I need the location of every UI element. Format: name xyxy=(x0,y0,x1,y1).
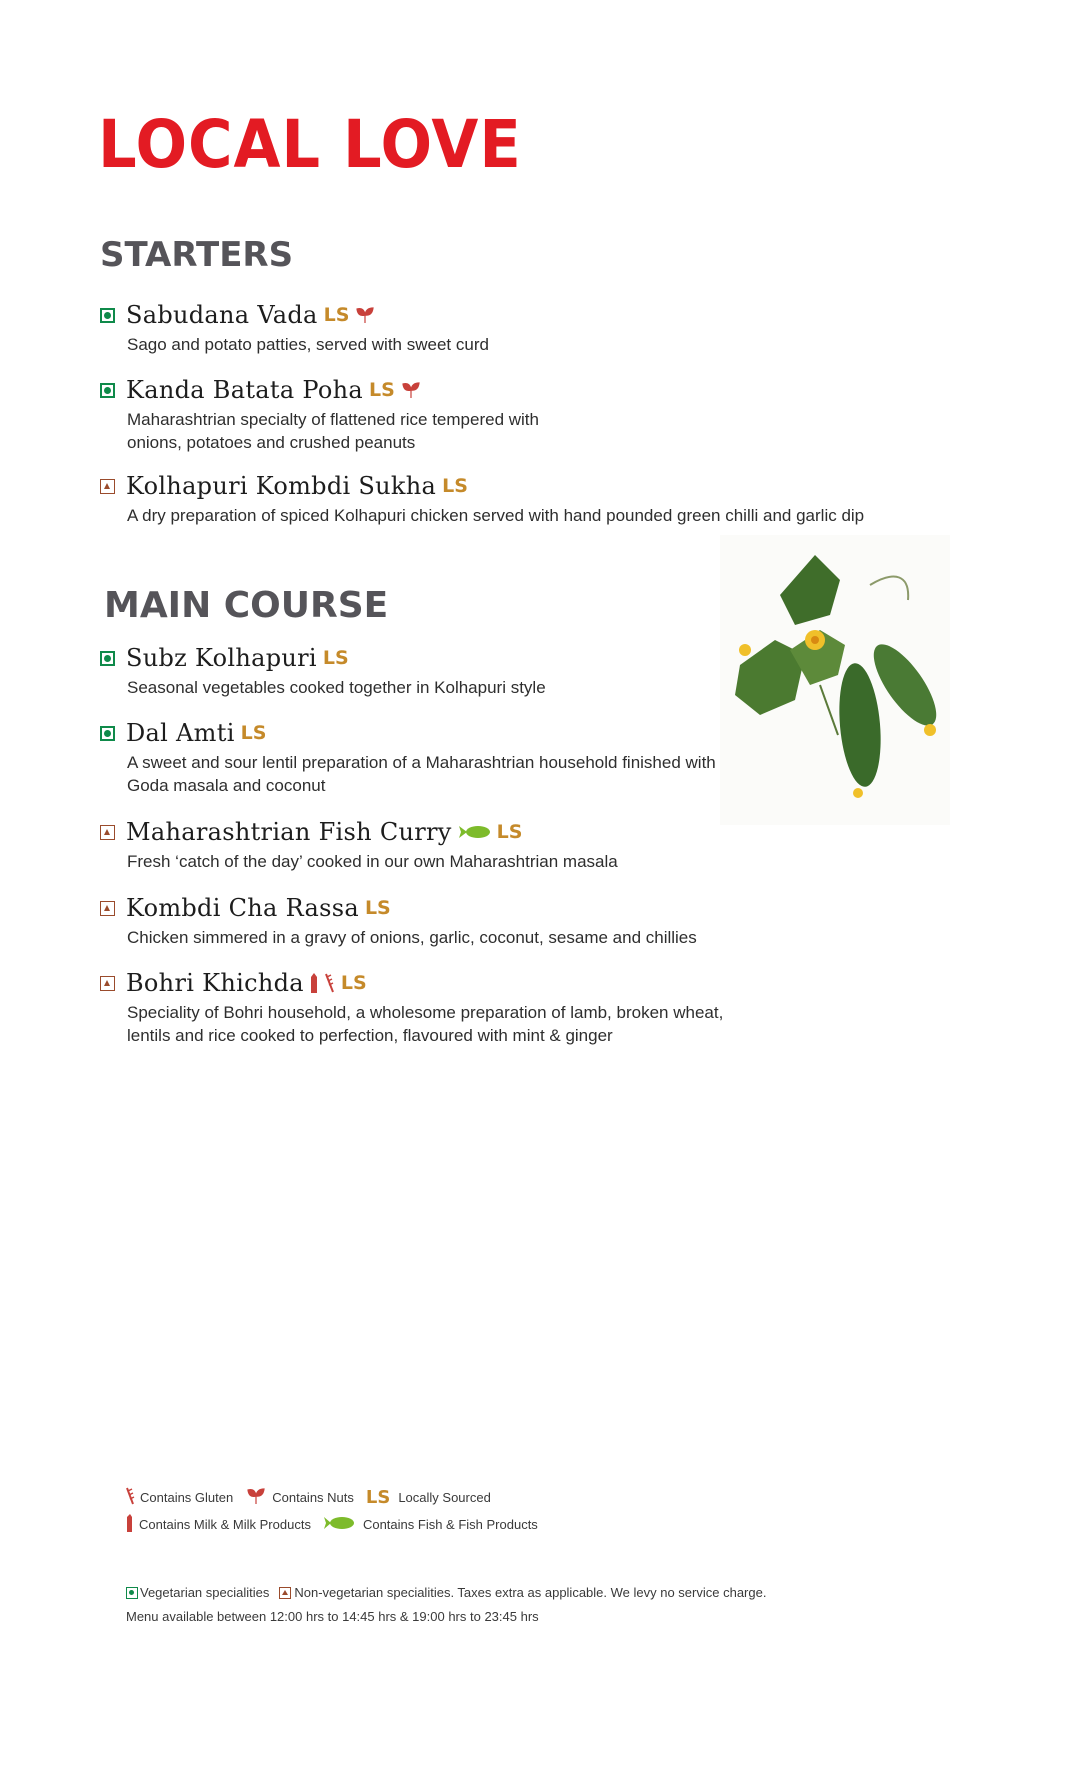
legend-gluten-label: Contains Gluten xyxy=(140,1490,234,1505)
locally-sourced-badge: LS xyxy=(322,647,349,669)
veg-marker-icon xyxy=(100,383,115,398)
locally-sourced-badge: LS xyxy=(240,722,267,744)
dish-name: Dal Amti xyxy=(126,719,235,747)
dish-name: Bohri Khichda xyxy=(126,969,304,997)
menu-item xyxy=(100,300,920,356)
veg-marker-icon xyxy=(100,726,115,741)
footer-hours-text: Menu available between 12:00 hrs to 14:45 hrs & 19:00 hrs to 23:45 hrs xyxy=(126,1609,539,1624)
dish-description: Sago and potato patties, served with sweet curd xyxy=(127,335,489,354)
legend-milk xyxy=(125,1513,311,1536)
section-heading-starters: STARTERS xyxy=(100,235,294,275)
legend-nuts-label: Contains Nuts xyxy=(272,1490,354,1505)
footer-nonveg-text: Non-vegetarian specialities. Taxes extra as applicable. We levy no service charge. xyxy=(294,1585,767,1600)
fish-icon xyxy=(323,1515,355,1534)
milk-icon xyxy=(125,1513,134,1536)
nonveg-marker-icon xyxy=(100,901,115,916)
nuts-icon xyxy=(245,1486,267,1509)
dish-description: Seasonal vegetables cooked together in Kolhapuri style xyxy=(127,678,546,697)
legend-milk-label: Contains Milk & Milk Products xyxy=(139,1517,311,1532)
locally-sourced-badge: LS xyxy=(442,475,468,497)
legend-nuts xyxy=(245,1486,354,1509)
menu-hours xyxy=(126,1609,539,1624)
dish-name: Kolhapuri Kombdi Sukha xyxy=(126,472,437,500)
gluten-icon xyxy=(324,972,335,994)
allergen-legend-row-1 xyxy=(125,1486,503,1509)
menu-item xyxy=(100,471,920,527)
menu-item xyxy=(100,817,920,873)
menu-item-header xyxy=(100,968,920,998)
legend-fish xyxy=(323,1515,538,1534)
veg-marker-icon xyxy=(100,651,115,666)
dish-name: Kanda Batata Poha xyxy=(126,376,363,404)
nonveg-marker-icon xyxy=(100,479,115,494)
locally-sourced-badge: LS xyxy=(496,821,523,843)
fish-icon xyxy=(457,824,491,840)
dish-description: Maharashtrian specialty of flattened rice tempered with onions, potatoes and crushed peanuts xyxy=(127,410,539,452)
menu-item-header xyxy=(100,893,920,923)
dish-description: Chicken simmered in a gravy of onions, garlic, coconut, sesame and chillies xyxy=(127,928,697,947)
menu-item xyxy=(100,968,920,1047)
ls-symbol: LS xyxy=(365,1487,391,1508)
nonveg-marker-icon xyxy=(100,976,115,991)
dish-description: Fresh ‘catch of the day’ cooked in our own Maharashtrian masala xyxy=(127,852,618,871)
locally-sourced-badge: LS xyxy=(364,897,391,919)
dish-description: A sweet and sour lentil preparation of a Maharashtrian household finished with Goda masala and coconut xyxy=(127,753,716,795)
milk-icon xyxy=(309,972,319,994)
legend-fish-label: Contains Fish & Fish Products xyxy=(362,1517,538,1532)
legend-locally-sourced xyxy=(366,1487,491,1508)
menu-title: LOCAL LOVE xyxy=(98,106,522,183)
dish-description: A dry preparation of spiced Kolhapuri chicken served with hand pounded green chilli and garlic dip xyxy=(127,506,865,525)
cucumber-illustration xyxy=(720,535,950,825)
legend-gluten xyxy=(125,1486,233,1509)
nonveg-marker-icon xyxy=(279,1587,291,1599)
locally-sourced-badge: LS xyxy=(340,972,367,994)
menu-item xyxy=(100,893,920,949)
menu-item-header xyxy=(100,375,920,405)
nuts-icon xyxy=(400,380,422,400)
footer-veg-text: Vegetarian specialities xyxy=(140,1585,270,1600)
locally-sourced-badge: LS xyxy=(368,379,395,401)
dish-name: Sabudana Vada xyxy=(126,301,318,329)
dish-description: Speciality of Bohri household, a wholesome preparation of lamb, broken wheat, lentils and rice cooked to perfection, flavoured with mint & ginger xyxy=(127,1003,724,1045)
dish-name: Subz Kolhapuri xyxy=(126,644,317,672)
menu-item-header xyxy=(100,471,920,501)
section-heading-main-course: MAIN COURSE xyxy=(104,585,389,626)
legend-ls-label: Locally Sourced xyxy=(398,1490,491,1505)
gluten-icon xyxy=(125,1486,135,1509)
veg-marker-icon xyxy=(126,1587,138,1599)
nonveg-marker-icon xyxy=(100,825,115,840)
locally-sourced-badge: LS xyxy=(323,304,350,326)
menu-item xyxy=(100,375,920,454)
dish-name: Maharashtrian Fish Curry xyxy=(126,818,452,846)
allergen-legend-row-2 xyxy=(125,1513,550,1536)
nuts-icon xyxy=(354,305,376,325)
veg-marker-icon xyxy=(100,308,115,323)
dish-name: Kombdi Cha Rassa xyxy=(126,894,359,922)
menu-item-header xyxy=(100,300,920,330)
footer-notes xyxy=(126,1585,766,1600)
